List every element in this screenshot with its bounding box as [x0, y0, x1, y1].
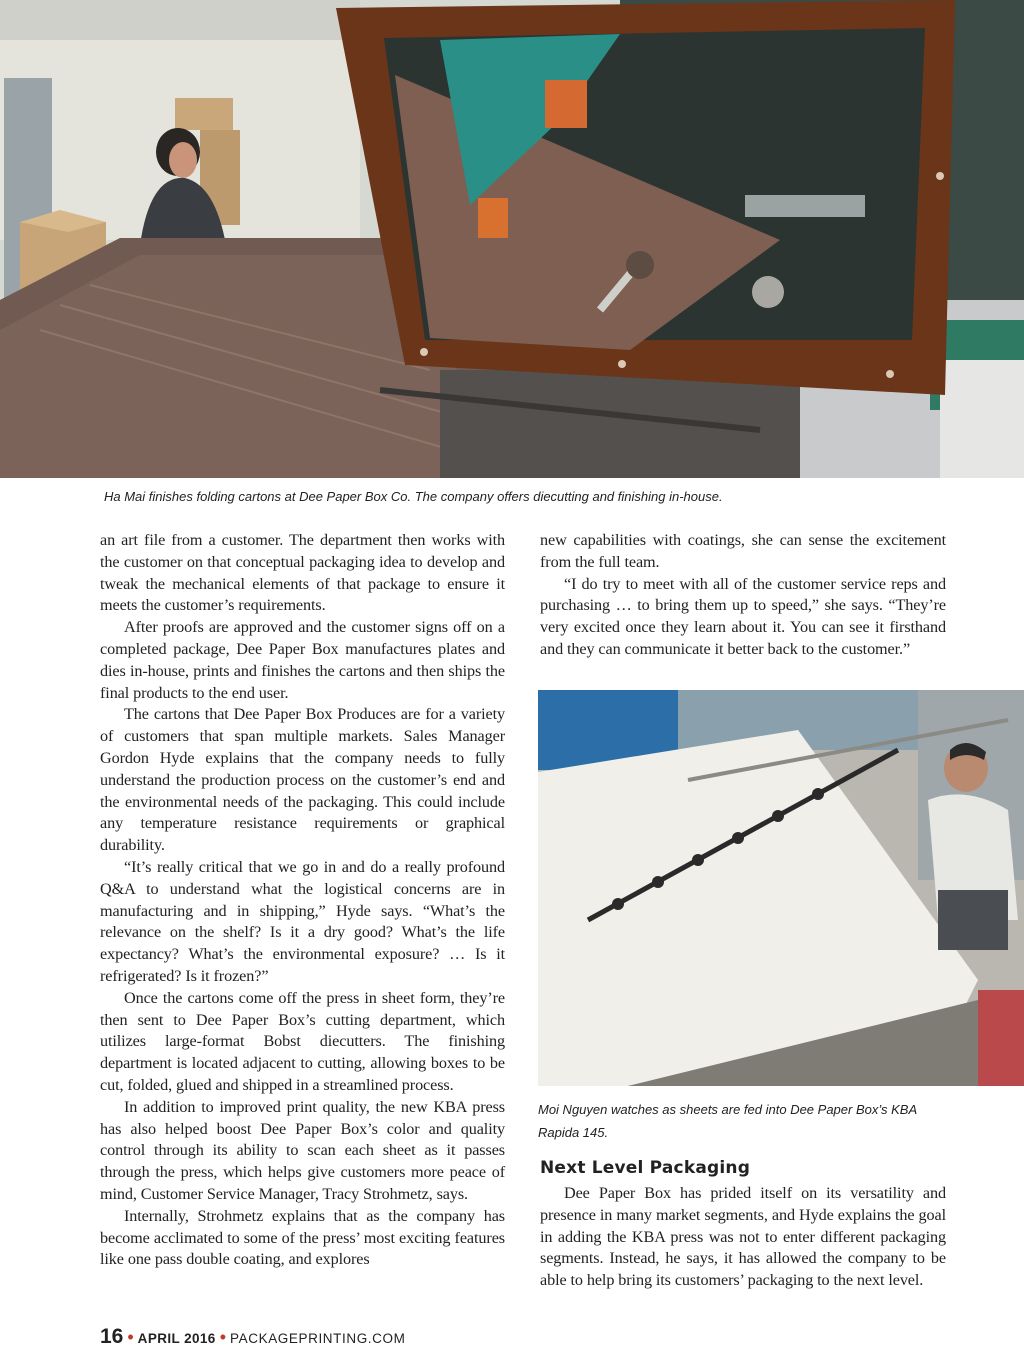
footer-separator: • — [219, 1327, 227, 1347]
website: PACKAGEPRINTING.COM — [230, 1331, 406, 1346]
footer-separator: • — [127, 1327, 134, 1347]
article-right-column-bottom — [540, 1183, 946, 1292]
paragraph: an art file from a customer. The department then works with the customer on that conceptual packaging idea to develop and tweak the mechanical elements of that package to ensure it meets the customer’s requirements. — [100, 531, 505, 615]
press-illustration — [538, 690, 1024, 1086]
press-photo-caption: Moi Nguyen watches as sheets are fed into Dee Paper Box’s KBA Rapida 145. — [538, 1102, 917, 1140]
factory-floor-illustration — [0, 0, 1024, 478]
press-photo — [538, 690, 1024, 1086]
issue-date: APRIL 2016 — [137, 1331, 216, 1346]
article-left-column — [100, 530, 505, 1271]
paragraph: Once the cartons come off the press in sheet form, they’re then sent to Dee Paper Box’s cutting department, which utilizes large-format Bobst diecutters. The finishing department is located adjacent to cutting, allowing boxes to be cut, folded, glued and shipped in a streamlined process. — [100, 988, 505, 1094]
paragraph: “I do try to meet with all of the customer service reps and purchasing … to bring them up to speed,” she says. “They’re very excited once they learn about it. You can see it firsthand and they can communicate it better back to the customer.” — [540, 574, 946, 658]
paragraph: “It’s really critical that we go in and do a really profound Q&A to understand what the logistical concerns are in manufacturing and in shipping,” Hyde says. “What’s the relevance on the shelf? Is it a dry good? What’s the life expectancy? What’s the environmental exposure? … Is it refrigerated? Is it frozen?” — [100, 857, 505, 985]
paragraph: The cartons that Dee Paper Box Produces are for a variety of customers that span multiple markets. Sales Manager Gordon Hyde explains that the company needs to fully understand the production process on the customer’s end and the environmental needs of the packaging. This could include any temperature resistance requirements or graphical durability. — [100, 705, 505, 855]
page-number: 16 — [100, 1325, 124, 1348]
top-photo-caption: Ha Mai finishes folding cartons at Dee Paper Box Co. The company offers diecutting and finishing in-house. — [104, 489, 723, 504]
paragraph: In addition to improved print quality, the new KBA press has also helped boost Dee Paper Box’s color and quality control through its ability to scan each sheet as it passes through the press, which helps give customers more peace of mind, Customer Service Manager, Tracy Strohmetz, says. — [100, 1097, 505, 1203]
paragraph: new capabilities with coatings, she can sense the excitement from the full team. — [540, 531, 946, 571]
section-heading: Next Level Packaging — [540, 1158, 751, 1178]
paragraph: After proofs are approved and the customer signs off on a completed package, Dee Paper Box manufactures plates and dies in-house, prints and finishes the cartons and then ships the final products to the end user. — [100, 618, 505, 702]
page-footer — [100, 1325, 405, 1349]
paragraph: Dee Paper Box has prided itself on its versatility and presence in many market segments, and Hyde explains the goal in adding the KBA press was not to enter different packaging segments. Instead, he says, it has allowed the company to be able to help bring its customers’ packaging to the next level. — [540, 1184, 946, 1290]
article-right-column-top — [540, 530, 946, 661]
top-photo — [0, 0, 1024, 478]
paragraph: Internally, Strohmetz explains that as the company has become acclimated to some of the press’ most exciting features like one pass double coating, and explores — [100, 1206, 505, 1269]
